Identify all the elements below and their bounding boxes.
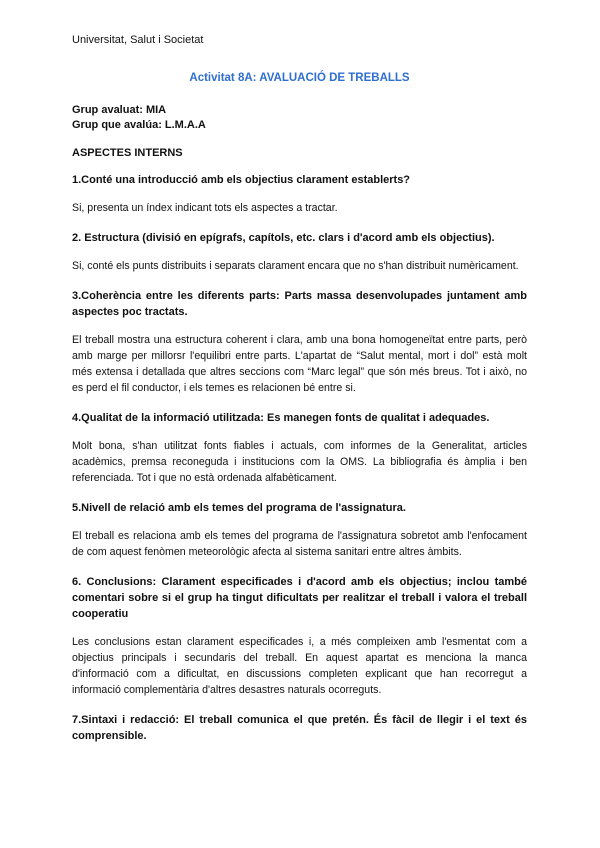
- evaluated-group: Grup avaluat: MIA: [72, 104, 167, 116]
- answer-1: Si, presenta un índex indicant tots els aspectes a tractar.: [72, 202, 338, 214]
- question-3: 3.Coherència entre les diferents parts: Parts massa desenvolupades juntament amb aspectes poc tractats.: [72, 290, 527, 318]
- question-4: 4.Qualitat de la informació utilitzada: Es manegen fonts de qualitat i adequades.: [72, 412, 490, 424]
- question-5: 5.Nivell de relació amb els temes del programa de l'assignatura.: [72, 502, 406, 514]
- answer-2: Si, conté els punts distribuits i separats clarament encara que no s'han distribuit numèricament.: [72, 260, 519, 272]
- answer-6: Les conclusions estan clarament especificades i, a més compleixen amb l'esmentat com a objectius principals i secundaris del treball. En aquest apartat es menciona la manca d'informació com a dificultat, en discussions completen explicant que han recorregut a informació complementària d'altres desastres naturals ocorreguts.: [72, 636, 527, 696]
- answer-3: El treball mostra una estructura coherent i clara, amb una bona homogeneïtat entre parts, però amb marge per millorsr l'equilibri entre parts. L'apartat de “Salut mental, mort i dol” està molt més extensa i detallada que altres seccions com “Marc legal” que són més breus. Tot i això, no es perd el fil conductor, i els temes es relacionen bé entre si.: [72, 334, 527, 394]
- group-info: [72, 103, 527, 133]
- question-7: 7.Sintaxi i redacció: El treball comunica el que pretén. És fàcil de llegir i el text és comprensible.: [72, 714, 527, 742]
- document-header: Universitat, Salut i Societat: [72, 34, 204, 46]
- answer-4: Molt bona, s'han utilitzat fonts fiables i actuals, com informes de la Generalitat, articles acadèmics, premsa reconeguda i institucions com la OMS. La bibliografia és àmplia i ben referenciada. Tot i que no està ordenada alfabèticament.: [72, 440, 527, 484]
- answer-5: El treball es relaciona amb els temes del programa de l'assignatura sobretot amb l'enfocament de com aquest fenòmen meteorològic afecta al sistema sanitari entre altres àmbits.: [72, 530, 527, 558]
- question-1: 1.Conté una introducció amb els objectius clarament establerts?: [72, 174, 411, 186]
- question-6: 6. Conclusions: Clarament especificades i d'acord amb els objectius; inclou també comentari sobre si el grup ha tingut dificultats per realitzar el treball i valora el treball cooperatiu: [72, 576, 527, 620]
- document-title: Activitat 8A: AVALUACIÓ DE TREBALLS: [189, 72, 410, 84]
- document-page: [72, 34, 527, 756]
- section-title: ASPECTES INTERNS: [72, 147, 183, 159]
- question-2: 2. Estructura (divisió en epígrafs, capítols, etc. clars i d'acord amb els objectius).: [72, 232, 495, 244]
- evaluator-group: Grup que avalúa: L.M.A.A: [72, 119, 206, 131]
